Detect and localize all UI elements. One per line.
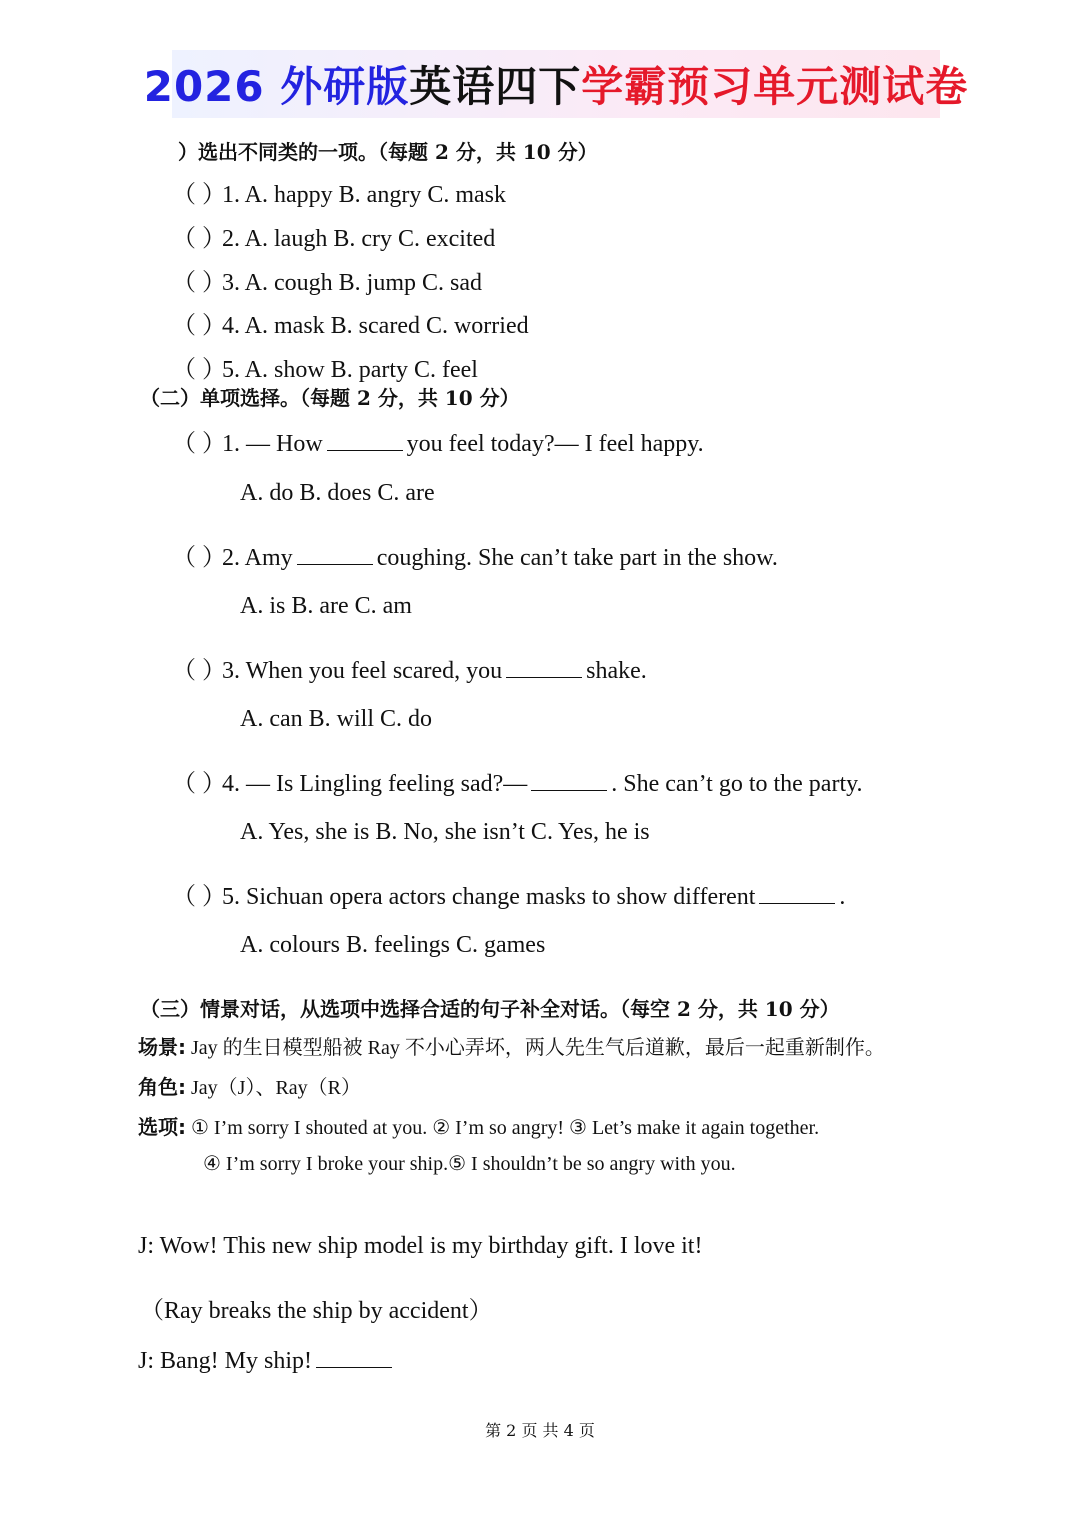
role-line: 角色: Jay（J）、Ray（R） — [138, 1075, 361, 1099]
answer-blank — [506, 657, 582, 678]
page-footer: 第 2 页 共 4 页 — [485, 1421, 595, 1440]
options-row: A. colours B. feelings C. games — [240, 932, 546, 958]
question-row: （ ）1. — How you feel today?— I feel happy. — [172, 431, 704, 457]
options-line: 选项: ① I’m sorry I shouted at you. ② I’m so angry! ③ Let’s make it again together. — [138, 1115, 820, 1139]
question-row: （ ）1. A. happy B. angry C. mask — [172, 182, 506, 208]
dialogue-line: J: Wow! This new ship model is my birthday gift. I love it! — [138, 1233, 703, 1259]
section2-heading: （二）单项选择。（每题 2 分，共 10 分） — [140, 386, 520, 410]
title-banner — [143, 50, 969, 118]
section3-heading: （三）情景对话，从选项中选择合适的句子补全对话。（每空 2 分，共 10 分） — [140, 997, 840, 1021]
answer-blank — [327, 430, 403, 451]
question-row: （ ）3. A. cough B. jump C. sad — [172, 270, 483, 296]
scene-line: 场景: Jay 的生日模型船被 Ray 不小心弄坏，两人先生气后道歉，最后一起重新制作。 — [138, 1035, 885, 1059]
section1-heading: ）选出不同类的一项。（每题 2 分，共 10 分） — [178, 140, 598, 164]
answer-blank — [531, 770, 607, 791]
question-row: （ ）4. A. mask B. scared C. worried — [172, 313, 529, 339]
question-row: （ ）3. When you feel scared, you shake. — [172, 658, 647, 684]
title-part-subject: 英语四下 — [409, 62, 582, 111]
title-part-year: 2026 外研版 — [143, 62, 410, 111]
answer-blank — [759, 883, 835, 904]
question-row: （ ）2. Amy coughing. She can’t take part in the show. — [172, 545, 778, 571]
question-row: （ ）5. A. show B. party C. feel — [172, 357, 478, 383]
options-row: A. do B. does C. are — [240, 480, 435, 506]
dialogue-line: （Ray breaks the ship by accident） — [140, 1298, 493, 1324]
options-row: A. can B. will C. do — [240, 706, 432, 732]
answer-blank — [316, 1347, 392, 1368]
answer-blank — [297, 544, 373, 565]
options-row: A. Yes, she is B. No, she isn’t C. Yes, he is — [240, 819, 650, 845]
options-row: A. is B. are C. am — [240, 593, 412, 619]
question-row: （ ）4. — Is Lingling feeling sad?— . She can’t go to the party. — [172, 771, 863, 797]
question-row: （ ）5. Sichuan opera actors change masks to show different . — [172, 884, 846, 910]
question-row: （ ）2. A. laugh B. cry C. excited — [172, 226, 496, 252]
options-line-2: ④ I’m sorry I broke your ship.⑤ I shouldn’t be so angry with you. — [203, 1153, 736, 1175]
dialogue-line: J: Bang! My ship! — [138, 1347, 396, 1375]
title-part-test: 学霸预习单元测试卷 — [581, 62, 969, 111]
